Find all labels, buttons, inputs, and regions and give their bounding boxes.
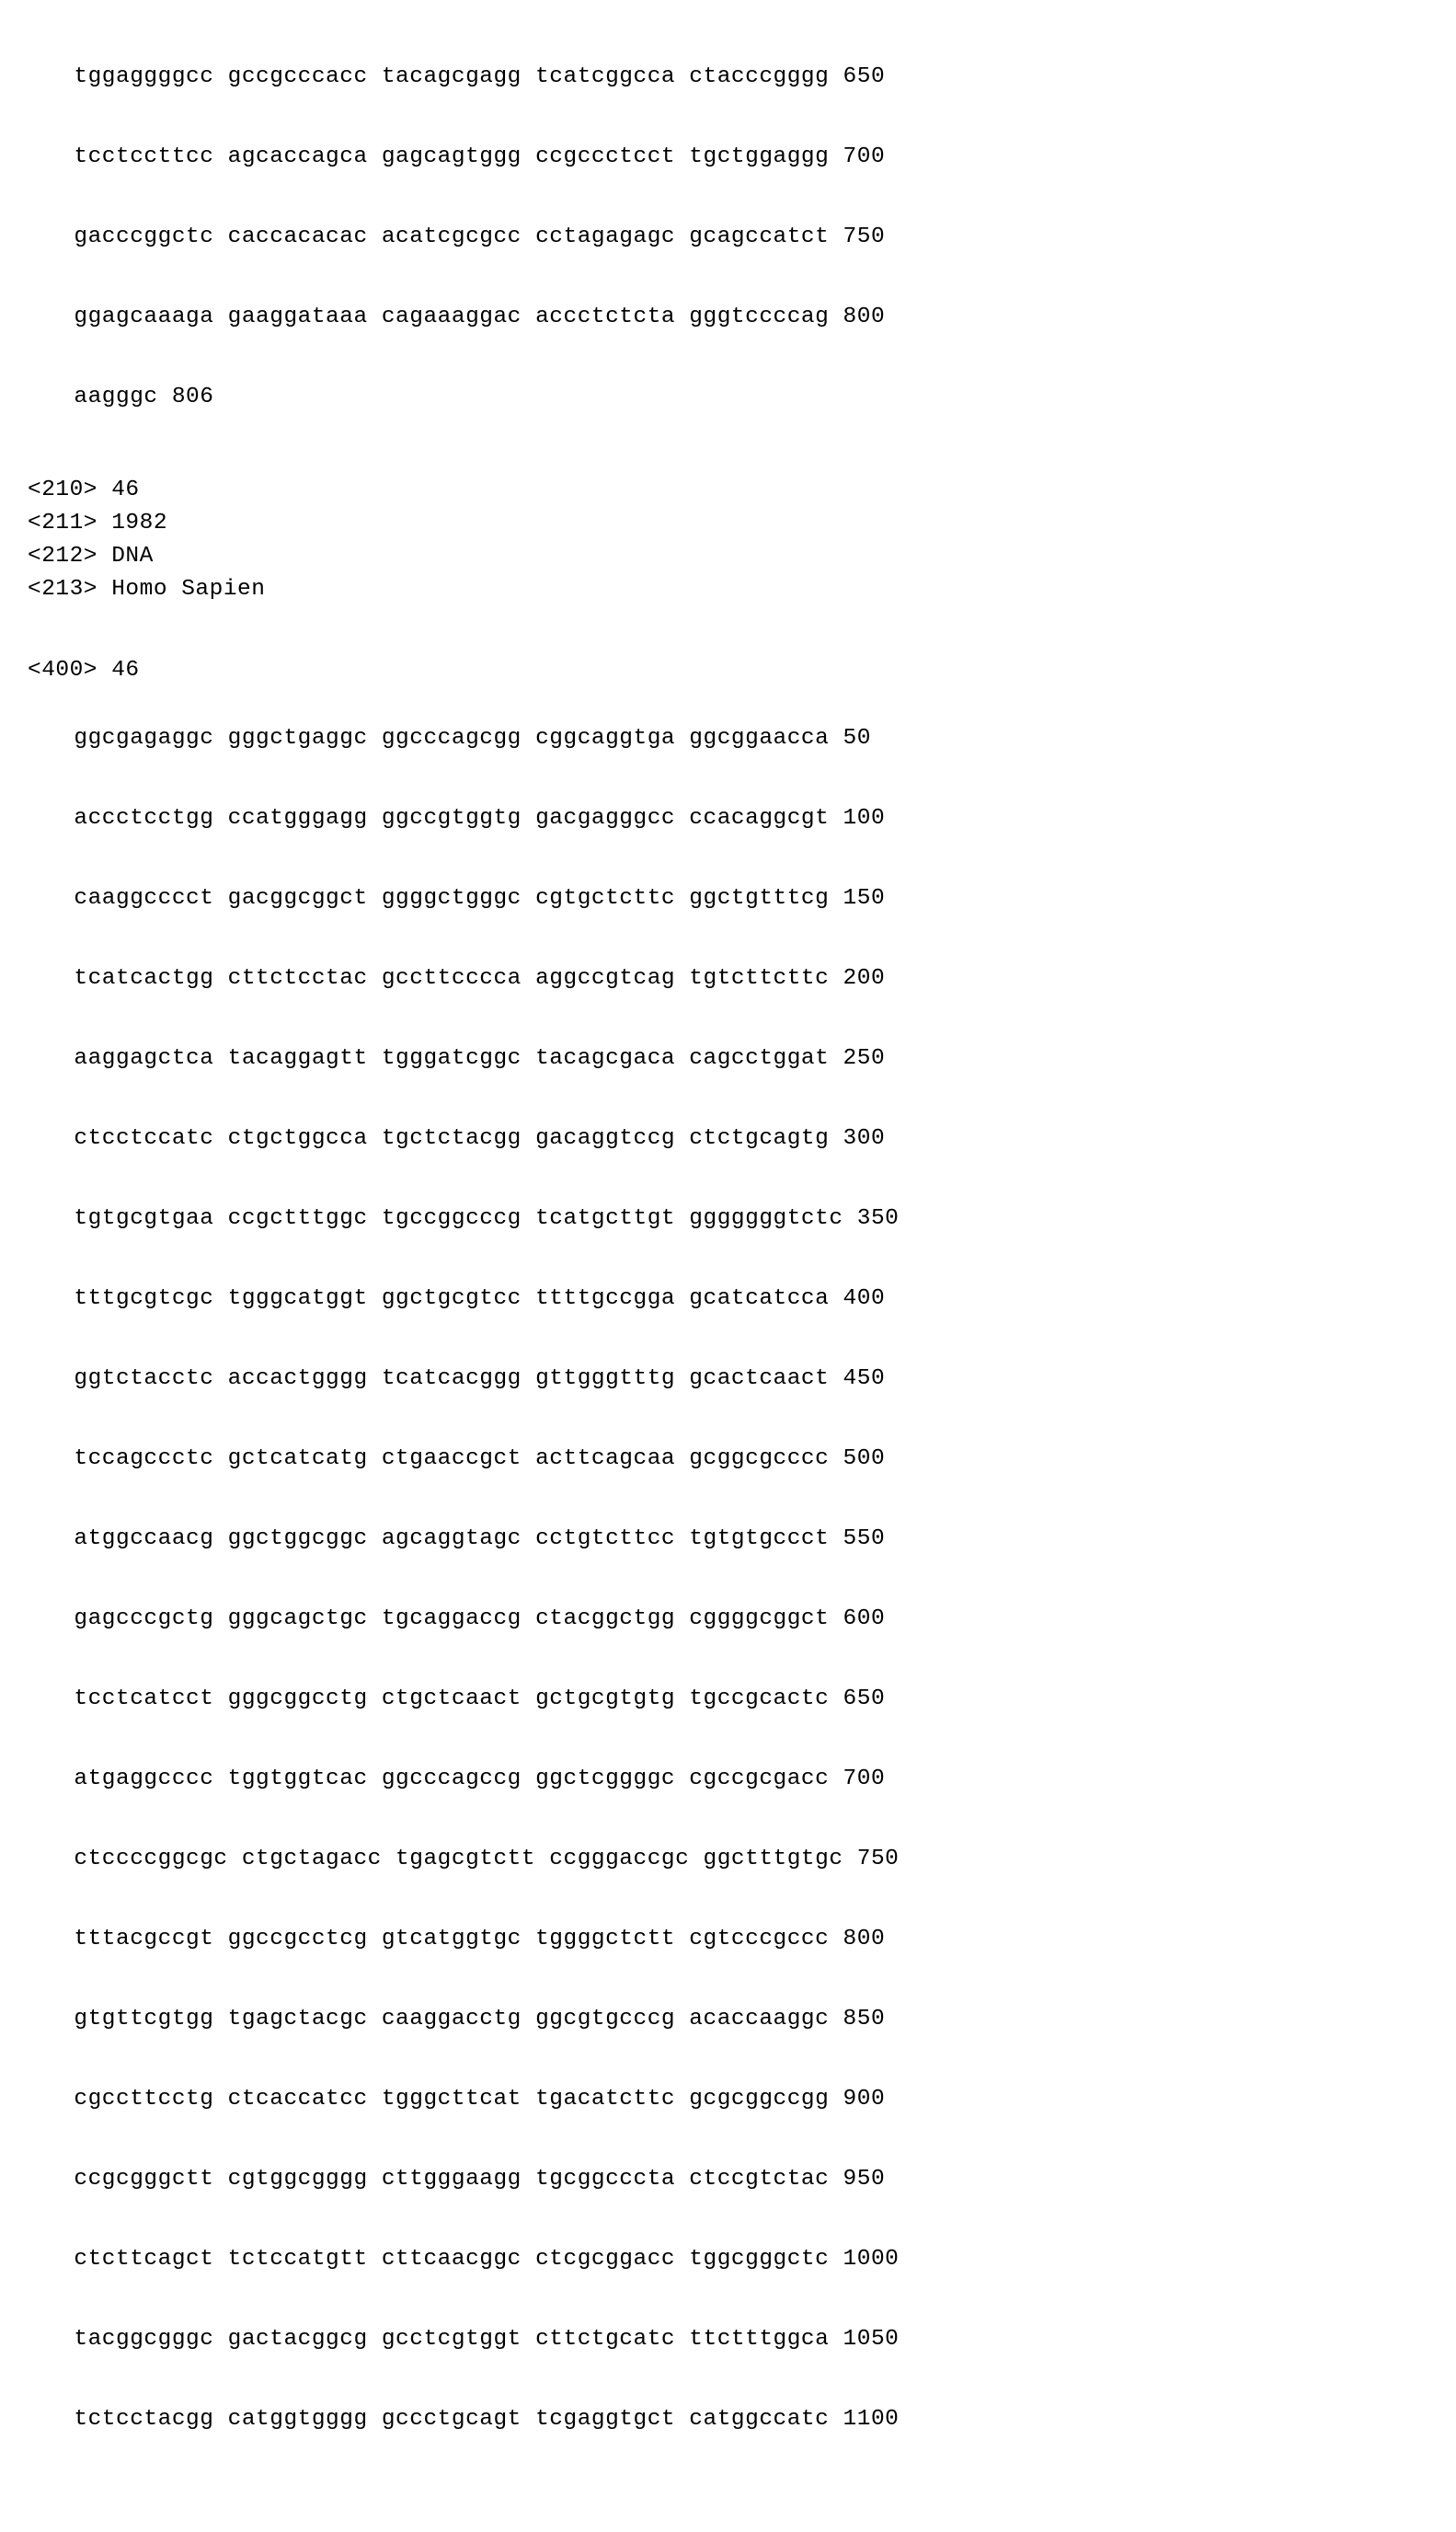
sequence-line: caaggcccct gacggcggct ggggctgggc cgtgctcttc ggctgtttcg 150 — [46, 886, 886, 911]
sequence-identifiers — [0, 474, 1456, 606]
sequence-header-400: <400> 46 — [28, 658, 140, 683]
sequence-line: tcatcactgg cttctcctac gccttcccca aggccgtcag tgtcttcttc 200 — [46, 966, 886, 991]
sequence-line: tcctcatcct gggcggcctg ctgctcaact gctgcgtgtg tgccgcactc 650 — [46, 1686, 886, 1711]
identifier-212: <212> DNA — [28, 544, 154, 569]
top-sequence-tail — [0, 37, 1456, 437]
sequence-line: tcctccttcc agcaccagca gagcagtggg ccgccctcct tgctggaggg 700 — [46, 144, 886, 169]
sequence-line: tttgcgtcgc tgggcatggt ggctgcgtcc ttttgccgga gcatcatcca 400 — [46, 1286, 886, 1311]
sequence-line: ctcctccatc ctgctggcca tgctctacgg gacaggtccg ctctgcagtg 300 — [46, 1126, 886, 1151]
spacer — [0, 606, 1456, 643]
sequence-line: tccagccctc gctcatcatg ctgaaccgct acttcagcaa gcggcgcccc 500 — [46, 1446, 886, 1471]
sequence-line: gtgttcgtgg tgagctacgc caaggacctg ggcgtgcccg acaccaaggc 850 — [46, 2007, 886, 2031]
sequence-line: ctcttcagct tctccatgtt cttcaacggc ctcgcggacc tggcgggctc 1000 — [46, 2247, 900, 2272]
sequence-line: atgaggcccc tggtggtcac ggcccagccg ggctcggggc cgccgcgacc 700 — [46, 1767, 886, 1791]
sequence-line: tgtgcgtgaa ccgctttggc tgccggcccg tcatgcttgt gggggggtctc 350 — [46, 1206, 900, 1231]
sequence-line: accctcctgg ccatgggagg ggccgtggtg gacgagggcc ccacaggcgt 100 — [46, 806, 886, 831]
sequence-line: atggccaacg ggctggcggc agcaggtagc cctgtcttcc tgtgtgccct 550 — [46, 1526, 886, 1551]
identifier-211: <211> 1982 — [28, 511, 168, 535]
sequence-line: tggaggggcc gccgcccacc tacagcgagg tcatcggcca ctacccgggg 650 — [46, 64, 886, 89]
sequence-line: ggagcaaaga gaaggataaa cagaaaggac accctctcta gggtccccag 800 — [46, 305, 886, 329]
spacer — [0, 437, 1456, 457]
sequence-line: tctcctacgg catggtgggg gccctgcagt tcgaggtgct catggccatc 1100 — [46, 2407, 900, 2432]
identifier-213: <213> Homo Sapien — [28, 577, 266, 602]
sequence-line: ccgcgggctt cgtggcgggg cttgggaagg tgcggcccta ctccgtctac 950 — [46, 2167, 886, 2192]
sequence-line: gagcccgctg gggcagctgc tgcaggaccg ctacggctgg cggggcggct 600 — [46, 1606, 886, 1631]
sequence-line: aaggagctca tacaggagtt tgggatcggc tacagcgaca cagcctggat 250 — [46, 1046, 886, 1071]
sequence-body — [0, 698, 1456, 2459]
sequence-line: gacccggctc caccacacac acatcgcgcc cctagagagc gcagccatct 750 — [46, 224, 886, 249]
sequence-line: cgccttcctg ctcaccatcc tgggcttcat tgacatcttc gcgcggccgg 900 — [46, 2087, 886, 2112]
sequence-line: ggtctacctc accactgggg tcatcacggg gttgggtttg gcactcaact 450 — [46, 1366, 886, 1391]
sequence-line: ggcgagaggc gggctgaggc ggcccagcgg cggcaggtga ggcggaacca 50 — [46, 726, 871, 751]
sequence-line: aagggc 806 — [46, 385, 214, 409]
sequence-line: tacggcgggc gactacggcg gcctcgtggt cttctgcatc ttctttggca 1050 — [46, 2327, 900, 2352]
sequence-line: tttacgccgt ggccgcctcg gtcatggtgc tggggctctt cgtcccgccc 800 — [46, 1927, 886, 1951]
sequence-line: ctccccggcgc ctgctagacc tgagcgtctt ccgggaccgc ggctttgtgc 750 — [46, 1847, 900, 1871]
identifier-210: <210> 46 — [28, 478, 140, 502]
